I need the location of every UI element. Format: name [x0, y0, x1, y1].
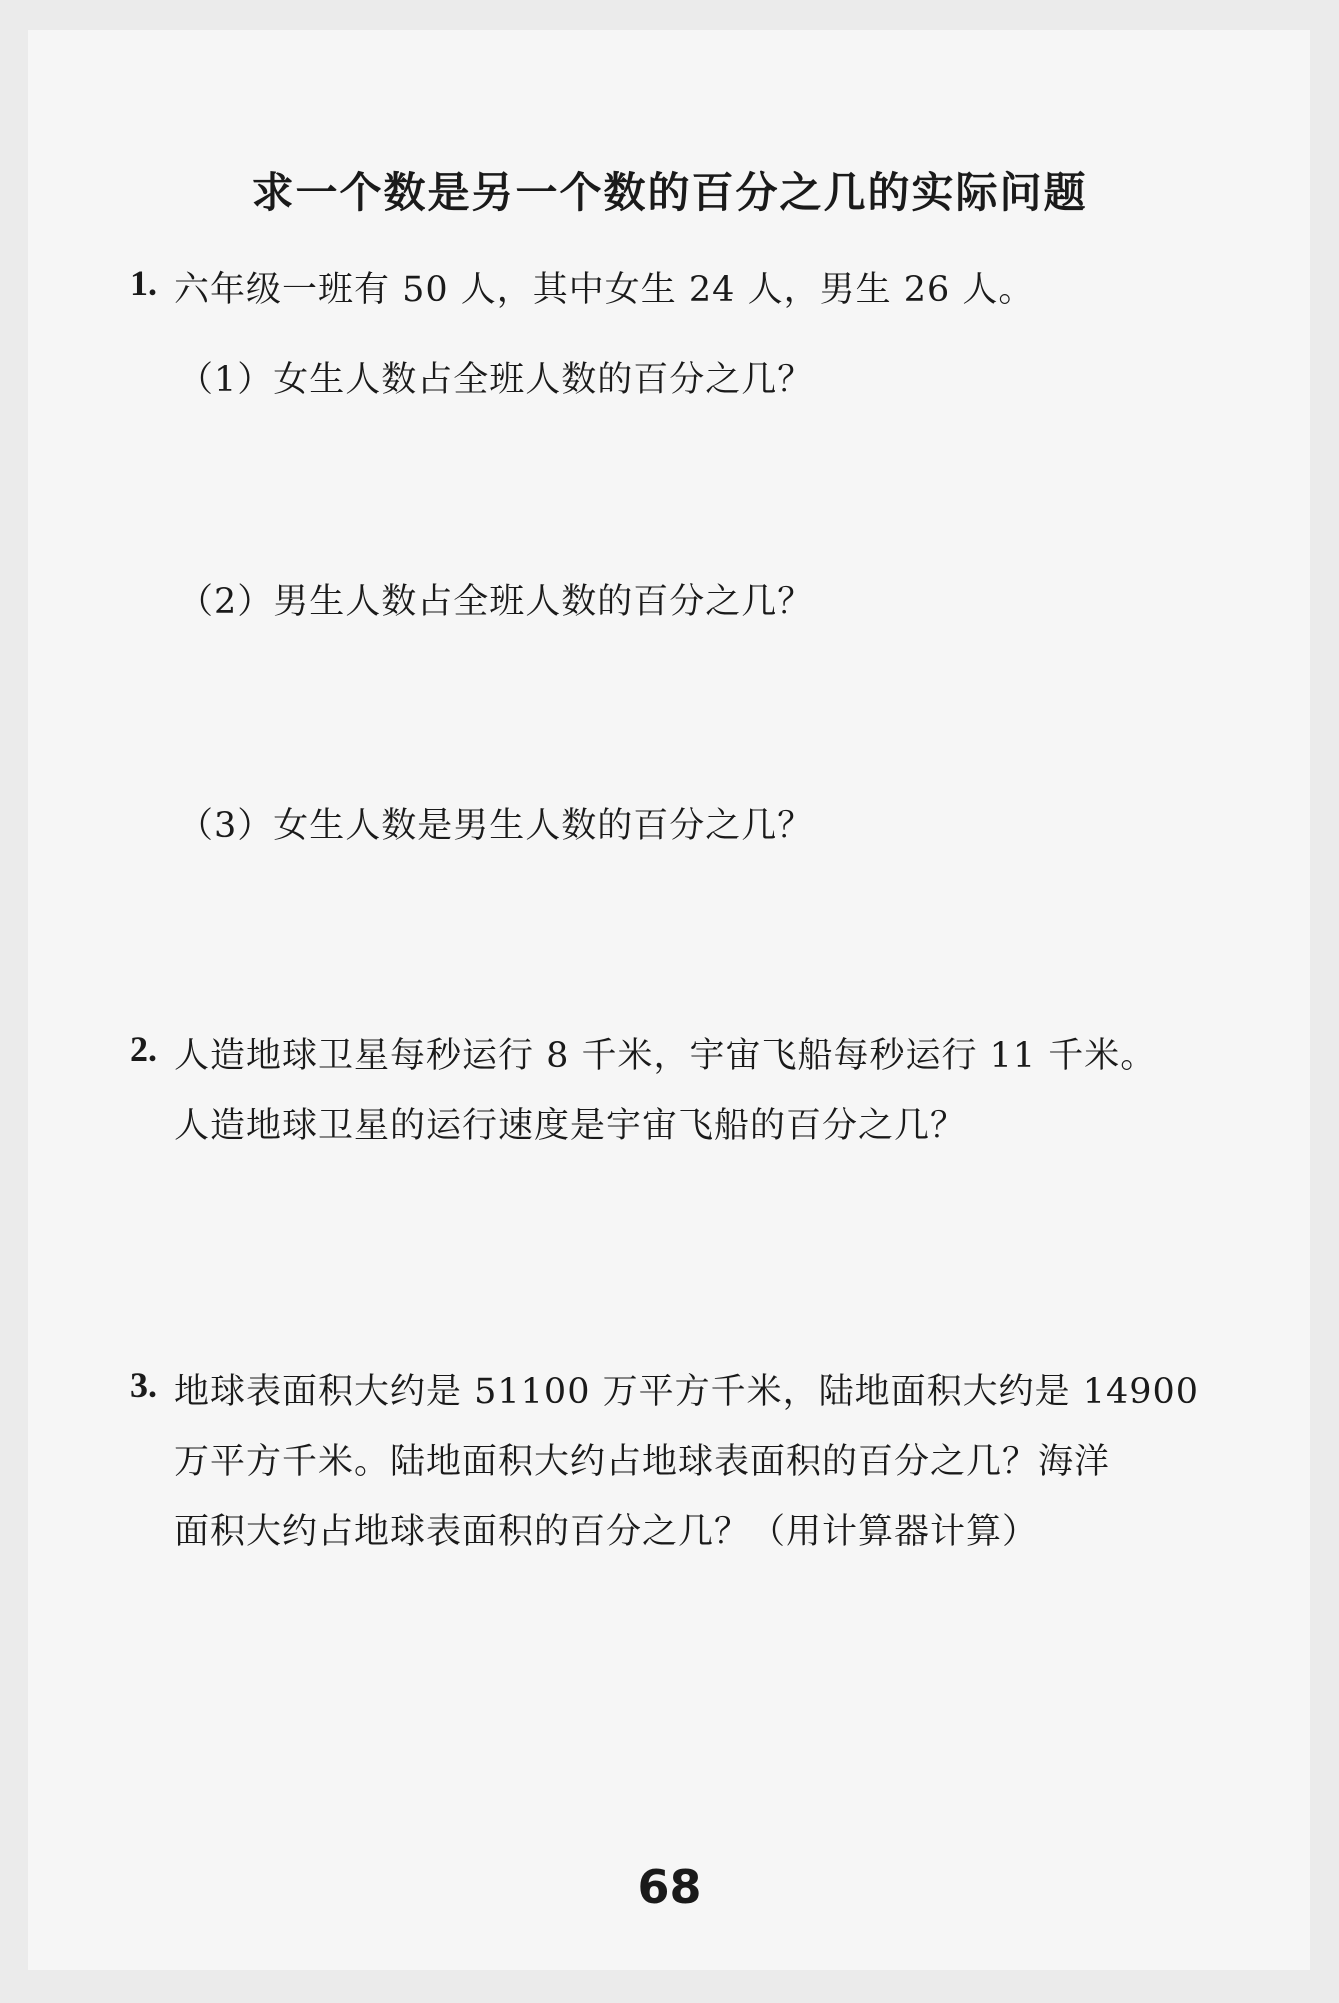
page-title: 求一个数是另一个数的百分之几的实际问题 [251, 168, 1088, 217]
question-1-sub-3: （3）女生人数是男生人数的百分之几？ [178, 806, 814, 846]
question-2-line-2: 人造地球卫星的运行速度是宇宙飞船的百分之几？ [174, 1106, 967, 1146]
question-2-line-1: 人造地球卫星每秒运行 8 千米，宇宙飞船每秒运行 11 千米。 [174, 1036, 1157, 1076]
question-1-sub-1: （1）女生人数占全班人数的百分之几？ [178, 360, 814, 400]
question-1-number: 1. [130, 263, 157, 303]
question-1-text: 六年级一班有 50 人，其中女生 24 人，男生 26 人。 [174, 270, 1035, 310]
question-3-line-1: 地球表面积大约是 51100 万平方千米，陆地面积大约是 14900 [174, 1372, 1200, 1412]
question-3-line-3: 面积大约占地球表面积的百分之几？（用计算器计算） [174, 1512, 1039, 1552]
question-1-sub-2: （2）男生人数占全班人数的百分之几？ [178, 582, 814, 622]
question-3-line-2: 万平方千米。陆地面积大约占地球表面积的百分之几？海洋 [174, 1442, 1111, 1482]
worksheet-page [28, 30, 1310, 1970]
question-3-number: 3. [130, 1365, 157, 1405]
page-number: 68 [637, 1860, 702, 1914]
question-2-number: 2. [130, 1029, 157, 1069]
